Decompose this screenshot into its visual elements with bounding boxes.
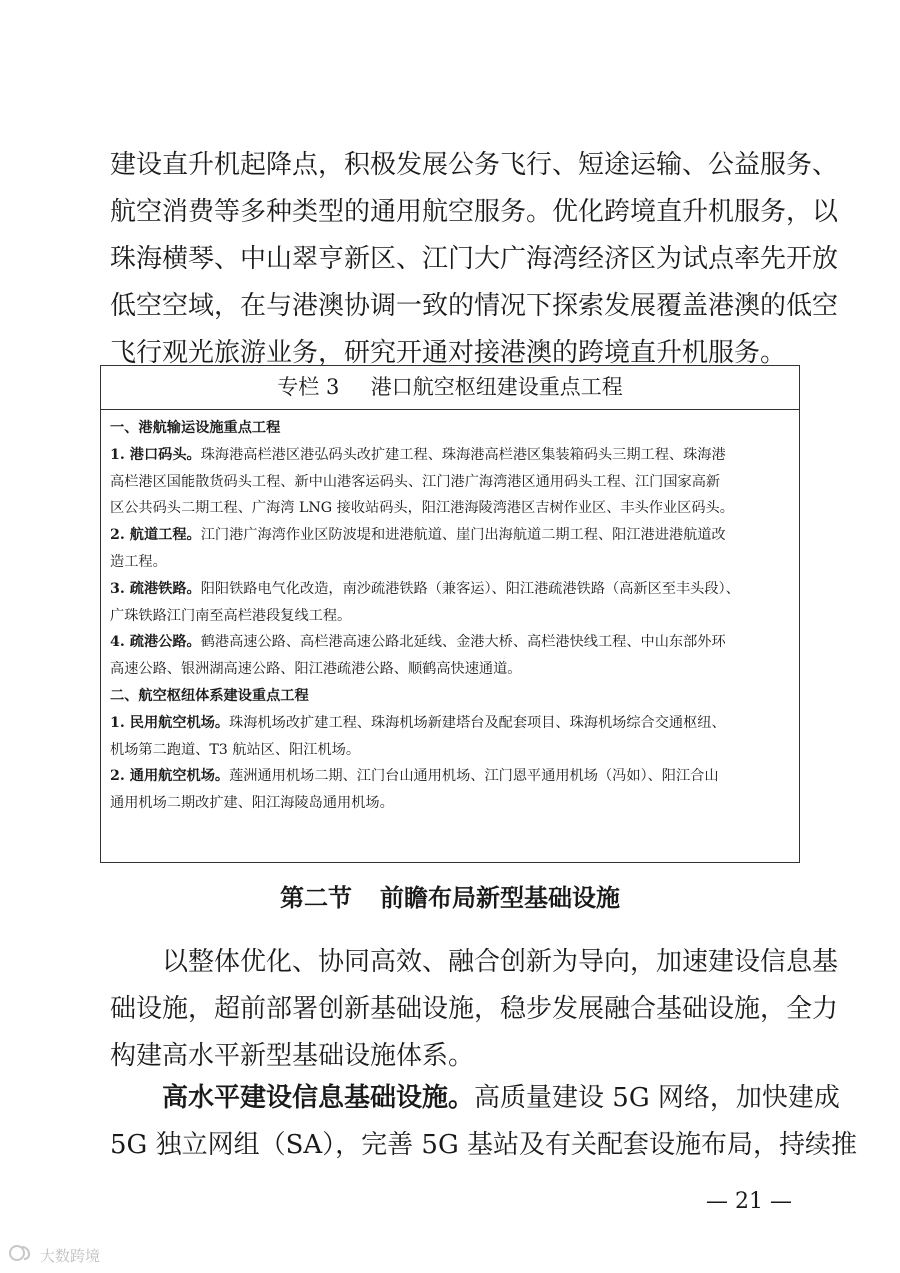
box-item-label: 2. 通用航空机场。 (110, 768, 230, 785)
intro-line: 飞行观光旅游业务，研究开通对接港澳的跨境直升机服务。 (110, 338, 787, 368)
intro-paragraph (110, 142, 839, 377)
feature-box-body (101, 410, 799, 817)
body-line (110, 939, 839, 986)
watermark-logo-icon (8, 1243, 34, 1267)
box-item-text: 造工程。 (110, 553, 167, 570)
feature-box-title (101, 366, 799, 410)
box-item-text: 区公共码头二期工程、广海湾 LNG 接收站码头，阳江港海陵湾港区吉树作业区、丰头作业区码头。 (110, 500, 734, 517)
box-item (110, 522, 790, 549)
box-item-text: 莲洲通用机场二期、江门台山通用机场、江门恩平通用机场（冯如）、阳江合山 (229, 768, 719, 785)
body-paragraph (110, 939, 839, 1080)
body-line (110, 1075, 840, 1122)
feature-box-title-text: 港口航空枢纽建设重点工程 (370, 375, 623, 399)
page-number: — 21 — (706, 1189, 792, 1214)
intro-line: 建设直升机起降点，积极发展公务飞行、短途运输、公益服务、 (110, 150, 839, 180)
box-item-label: 1. 港口码头。 (110, 446, 201, 463)
body-line: 础设施，超前部署创新基础设施，稳步发展融合基础设施，全力 (110, 994, 839, 1024)
box-item-label: 1. 民用航空机场。 (110, 714, 230, 731)
body-line-text: 以整体优化、协同高效、融合创新为导向，加速建设信息基 (162, 947, 839, 977)
watermark (8, 1243, 100, 1267)
body-line: 5G 独立网组（SA），完善 5G 基站及有关配套设施布局，持续推 (110, 1130, 858, 1160)
box-item (110, 576, 790, 603)
body-line: 构建高水平新型基础设施体系。 (110, 1041, 475, 1071)
section-number: 第二节 (280, 884, 352, 912)
watermark-text: 大数跨境 (40, 1246, 101, 1265)
box-item (110, 763, 790, 790)
box-item-text: 广珠铁路江门南至高栏港段复线工程。 (110, 607, 352, 624)
intro-line: 低空空域，在与港澳协调一致的情况下探索发展覆盖港澳的低空 (110, 291, 839, 321)
box-item (110, 442, 790, 469)
box-item-text: 鹤港高速公路、高栏港高速公路北延线、金港大桥、高栏港快线工程、中山东部外环 (200, 634, 726, 651)
intro-line: 航空消费等多种类型的通用航空服务。优化跨境直升机服务，以 (110, 197, 839, 227)
body-paragraph (110, 1075, 858, 1169)
intro-line: 珠海横琴、中山翠亨新区、江门大广海湾经济区为试点率先开放 (110, 244, 839, 274)
section-title-text: 前瞻布局新型基础设施 (380, 884, 620, 912)
feature-box (100, 365, 800, 863)
box-item-text: 阳阳铁路电气化改造，南沙疏港铁路（兼客运）、阳江港疏港铁路（高新区至丰头段）、 (200, 580, 740, 597)
box-item-text: 珠海港高栏港区港弘码头改扩建工程、珠海港高栏港区集装箱码头三期工程、珠海港 (200, 446, 726, 463)
box-heading: 二、航空枢纽体系建设重点工程 (110, 687, 309, 704)
body-line-text: 高质量建设 5G 网络，加快建成 (474, 1083, 840, 1113)
box-item-text: 机场第二跑道、T3 航站区、阳江机场。 (110, 741, 361, 758)
feature-box-label: 专栏 3 (277, 375, 340, 399)
section-heading (0, 878, 900, 918)
body-bold-lead: 高水平建设信息基础设施。 (162, 1083, 475, 1113)
box-heading: 一、港航输运设施重点工程 (110, 420, 281, 436)
box-item-label: 4. 疏港公路。 (110, 634, 201, 651)
box-item-text: 高栏港区国能散货码头工程、新中山港客运码头、江门港广海湾港区通用码头工程、江门国家高新 (110, 473, 721, 490)
box-item (110, 710, 790, 737)
box-item-text: 通用机场二期改扩建、阳江海陵岛通用机场。 (110, 795, 394, 812)
box-item-label: 3. 疏港铁路。 (110, 580, 201, 597)
box-item-text: 高速公路、银洲湖高速公路、阳江港疏港公路、顺鹤高快速通道。 (110, 661, 522, 678)
box-item-label: 2. 航道工程。 (110, 527, 201, 544)
box-item-text: 江门港广海湾作业区防波堤和进港航道、崖门出海航道二期工程、阳江港进港航道改 (200, 527, 726, 544)
box-item (110, 629, 790, 656)
box-item-text: 珠海机场改扩建工程、珠海机场新建塔台及配套项目、珠海机场综合交通枢纽、 (229, 714, 726, 731)
